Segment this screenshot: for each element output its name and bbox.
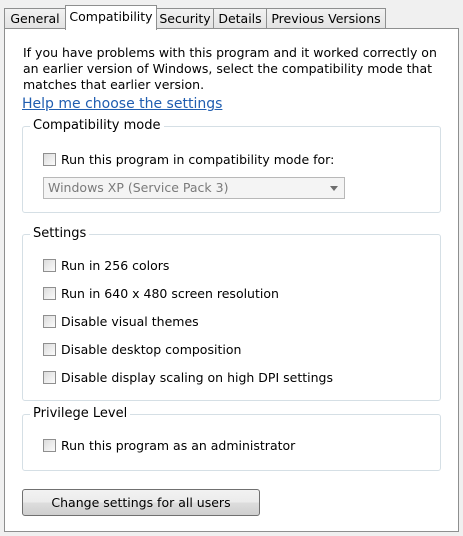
intro-text: If you have problems with this program and it worked correctly on an earlier version of Windows, select the compatibility mode that matches that earlier version. (23, 45, 437, 92)
compatibility-mode-checkbox[interactable] (43, 153, 56, 166)
checkbox-desktop-composition[interactable] (43, 343, 56, 356)
os-version-select (43, 177, 345, 199)
tab-details[interactable]: Details (213, 8, 267, 28)
help-choose-settings-link[interactable]: Help me choose the settings (22, 96, 223, 112)
compatibility-mode-title: Compatibility mode (30, 118, 164, 134)
checkbox-visual-themes[interactable] (43, 315, 56, 328)
label-desktop-composition: Disable desktop composition (61, 341, 242, 357)
run-as-admin-checkbox[interactable] (43, 439, 56, 452)
compatibility-mode-group (22, 118, 441, 213)
label-640x480: Run in 640 x 480 screen resolution (61, 285, 279, 301)
settings-title: Settings (30, 226, 89, 242)
change-settings-all-users-button[interactable]: Change settings for all users (22, 489, 260, 516)
checkbox-256-colors[interactable] (43, 259, 56, 272)
setting-row-desktop-composition[interactable] (43, 341, 241, 357)
checkbox-dpi-scaling[interactable] (43, 371, 56, 384)
compatibility-mode-label: Run this program in compatibility mode for: (61, 151, 335, 167)
tab-general[interactable]: General (4, 8, 66, 28)
label-256-colors: Run in 256 colors (61, 257, 170, 273)
privilege-level-title: Privilege Level (30, 406, 130, 422)
compatibility-panel (4, 28, 459, 532)
setting-row-visual-themes[interactable] (43, 313, 199, 329)
run-as-admin-label: Run this program as an administrator (61, 437, 296, 453)
setting-row-256-colors[interactable] (43, 257, 169, 273)
chevron-down-icon (330, 186, 338, 191)
label-dpi-scaling: Disable display scaling on high DPI settings (61, 369, 333, 385)
tab-strip (4, 5, 459, 29)
setting-row-dpi-scaling[interactable] (43, 369, 333, 385)
tab-compatibility[interactable]: Compatibility (65, 5, 157, 30)
checkbox-640x480[interactable] (43, 287, 56, 300)
privilege-level-group (22, 406, 441, 471)
settings-group (22, 226, 441, 401)
os-version-value: Windows XP (Service Pack 3) (48, 180, 229, 195)
compatibility-mode-checkbox-row[interactable] (43, 151, 334, 167)
label-visual-themes: Disable visual themes (61, 313, 199, 329)
run-as-admin-row[interactable] (43, 437, 295, 453)
setting-row-640x480[interactable] (43, 285, 279, 301)
tab-security[interactable]: Security (156, 8, 214, 28)
tab-previous-versions[interactable]: Previous Versions (266, 8, 386, 28)
